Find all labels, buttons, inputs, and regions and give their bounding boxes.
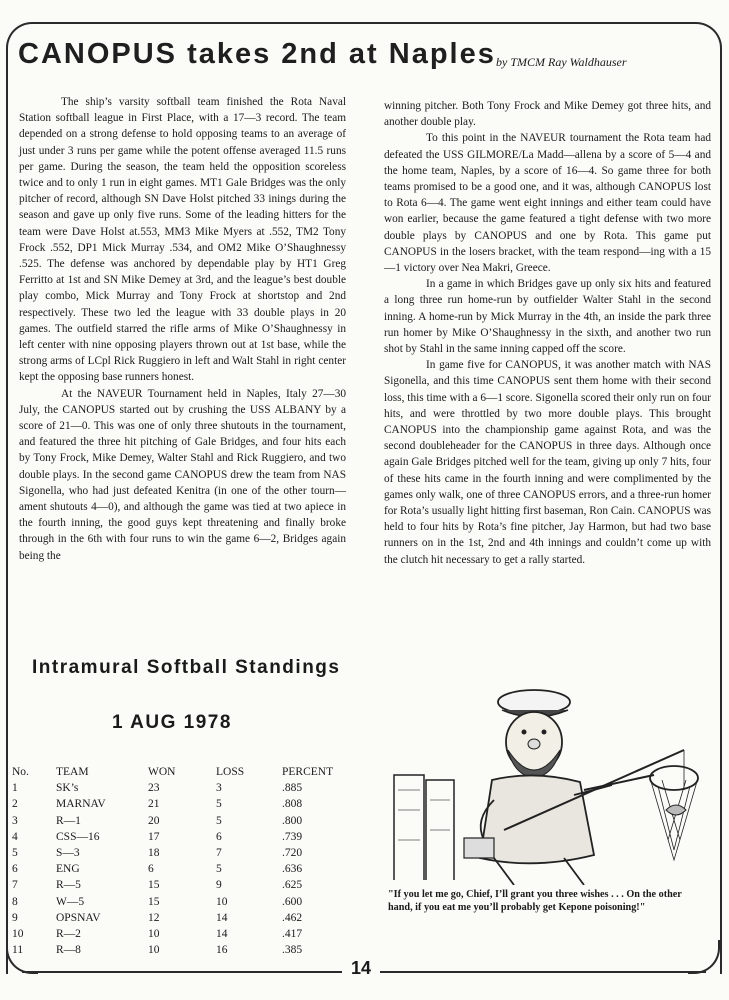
row-loss: 5 xyxy=(216,814,222,827)
page-border-rule xyxy=(380,971,706,973)
cartoon-caption: "If you let me go, Chief, I’ll grant you three wishes . . . On the other hand, if you eat me you’ll probably get Kepone poisoning!" xyxy=(388,889,682,913)
row-won: 17 xyxy=(148,830,160,843)
row-percent: .885 xyxy=(282,782,303,795)
header-no: No. xyxy=(12,766,29,779)
standings-title: Intramural Softball Standings xyxy=(32,657,341,678)
table-row xyxy=(12,894,352,910)
row-no: 11 xyxy=(12,944,24,957)
header-percent: PERCENT xyxy=(282,766,334,779)
row-loss: 5 xyxy=(216,863,222,876)
row-percent: .625 xyxy=(282,879,303,892)
net-handle xyxy=(584,775,654,790)
row-loss: 10 xyxy=(216,895,228,908)
article-paragraph: At the NAVEUR Tournament held in Naples, Italy 27—30 July, the CANOPUS started out by crushing the USS ALBANY by a score of 21—0. This was one of only three shutouts in the tournament, and featured the three hit pitching of Gale Bridges, and four hits each by Tony Frock, Mike Demey, Walter Stahl and Rick Ruggiero, and two double plays. In the second game CANOPUS drew the team from NAS Sigonella, who had just defeated Kenitra (in one of the other tourn—ament shutouts 4—0), and although the game was tied at two apiece in the fourth inning, the good guys kept threatening and finally broke through in the 6th with four runs to win the game 6—2, Bridges again being the xyxy=(19,387,346,562)
row-no: 5 xyxy=(12,847,18,860)
table-row xyxy=(12,780,352,796)
row-no: 2 xyxy=(12,798,18,811)
row-team: W—5 xyxy=(56,895,85,908)
row-no: 6 xyxy=(12,863,18,876)
pier-post xyxy=(394,775,424,880)
row-percent: .808 xyxy=(282,798,303,811)
article-byline: by TMCM Ray Waldhauser xyxy=(496,55,627,69)
row-team: OPSNAV xyxy=(56,911,101,924)
row-won: 10 xyxy=(148,944,160,957)
row-won: 6 xyxy=(148,863,154,876)
row-no: 3 xyxy=(12,814,18,827)
table-row xyxy=(12,926,352,942)
article-paragraph: In game five for CANOPUS, it was another match with NAS Sigonella, and this time CANOPUS sent them home with their second loss, this time with a 6—1 score. Sigonella scored their only run on four hits, and were throttled by two more double plays. This brought CANOPUS into the championship game against Rota, and was the second doubleheader for the CANOPUS in three days. Although once again Gale Bridges pitched well for the team, giving up only 7 hits, four of these hits came in the fourth inning and were complimented by the games only walk, one of three CANOPUS errors, and a three-run homer for Rota’s usually light hitting first baseman, Ron Cain. CANOPUS was held to four hits by Rota’s fine pitcher, Jay Harmon, but had two base runners on in the 1st, 2nd and 4th innings and couldn’t come up with the clutch hit necessary to get a rally started. xyxy=(384,359,711,566)
row-percent: .800 xyxy=(282,814,303,827)
row-team: CSS—16 xyxy=(56,830,100,843)
page-number: 14 xyxy=(350,958,372,978)
fishing-net-rim xyxy=(650,766,698,790)
article-paragraph: The ship’s varsity softball team finished the Rota Naval Station softball league in First Place, with a 17—3 record. The team depended on a strong defense to hold opposing teams to an average of just under 3 runs per game while the potent offense averaged 11.5 runs per game. During the season, the team held the opposition scoreless twice and to only 1 run in eight games. MT1 Gale Bridges was the only pitcher of record, although SN Dave Holst pitched 33 inings during the season and gave up only five runs. Some of the leading hitters for the team were Dave Holst at.553, MM3 Mike Myers at .552, TM2 Tony Frock .552, DP1 Mick Murray .534, and OM2 Mike O’Shaughnessy .525. The defense was anchored by dependable play by HT1 Greg Ferritto at 1st and SN Mike Demey at 3rd, and the league’s best double play combo, Mick Murray and Tony Frock at shortstop and 2nd respectively. These two led the league with 33 double plays in 20 games. The outfield starred the rifle arms of Mike O’Shaughnessy in left center with nine opposing players thrown out at 1st base, while the strong arms of LCpl Rick Ruggiero in left and Walt Stahl in right center kept the opposing base runners honest. xyxy=(19,96,346,384)
page-border-rule xyxy=(22,971,342,973)
row-loss: 14 xyxy=(216,911,228,924)
row-no: 9 xyxy=(12,911,18,924)
chief-eye xyxy=(522,730,527,735)
standings-date: 1 AUG 1978 xyxy=(112,712,232,733)
table-row xyxy=(12,796,352,812)
header-team: TEAM xyxy=(56,766,89,779)
chief-nose xyxy=(528,739,540,749)
row-won: 10 xyxy=(148,927,160,940)
row-loss: 14 xyxy=(216,927,228,940)
standings-table xyxy=(12,764,352,958)
standings-header-row xyxy=(12,764,352,780)
row-loss: 7 xyxy=(216,847,222,860)
table-row xyxy=(12,877,352,893)
row-percent: .739 xyxy=(282,830,303,843)
row-loss: 6 xyxy=(216,830,222,843)
row-no: 7 xyxy=(12,879,18,892)
article-column-left xyxy=(19,94,346,564)
article-column-right xyxy=(384,98,711,568)
row-won: 18 xyxy=(148,847,160,860)
row-loss: 9 xyxy=(216,879,222,892)
row-no: 1 xyxy=(12,782,18,795)
row-loss: 3 xyxy=(216,782,222,795)
row-percent: .417 xyxy=(282,927,303,940)
row-percent: .600 xyxy=(282,895,303,908)
row-won: 21 xyxy=(148,798,160,811)
row-percent: .636 xyxy=(282,863,303,876)
row-loss: 5 xyxy=(216,798,222,811)
chief-eye xyxy=(542,730,547,735)
row-no: 10 xyxy=(12,927,24,940)
table-row xyxy=(12,813,352,829)
row-won: 12 xyxy=(148,911,160,924)
row-team: R—1 xyxy=(56,814,81,827)
row-won: 20 xyxy=(148,814,160,827)
table-row xyxy=(12,910,352,926)
table-row xyxy=(12,942,352,958)
row-won: 15 xyxy=(148,895,160,908)
row-percent: .720 xyxy=(282,847,303,860)
row-percent: .385 xyxy=(282,944,303,957)
row-no: 8 xyxy=(12,895,18,908)
article-paragraph: In a game in which Bridges gave up only six hits and featured a long three run home-run by outfielder Walter Stahl in the second inning. A home-run by Mick Murray in the 4th, an inside the park three run homer by Mike O’Shaughnessy in the sixth, and another two run shot by Stahl in the same inning capped off the score. xyxy=(384,278,711,356)
table-row xyxy=(12,829,352,845)
header-won: WON xyxy=(148,766,176,779)
fishing-cartoon xyxy=(384,680,712,885)
table-row xyxy=(12,845,352,861)
header-loss: LOSS xyxy=(216,766,245,779)
article-paragraph: To this point in the NAVEUR tournament the Rota team had defeated the USS GILMORE/La Madd—allena by a score of 5—4 and the home team, Naples, by a score of 16—4. So game three for both teams promised to be a good one, and it was, although CANOPUS lost to Rota 6—4. The game went eight innings and either team could have won earlier, because the game featured a tight defense with two more double plays by CANOPUS and one by Rota. This game put CANOPUS in the losers bracket, with the team respond—ing with a 15—1 victory over Nea Makri, Greece. xyxy=(384,132,711,275)
row-team: R—2 xyxy=(56,927,81,940)
article-paragraph: winning pitcher. Both Tony Frock and Mike Demey got three hits, and another double play. xyxy=(384,100,711,129)
row-team: R—5 xyxy=(56,879,81,892)
row-won: 15 xyxy=(148,879,160,892)
row-won: 23 xyxy=(148,782,160,795)
chief-body xyxy=(480,775,594,863)
row-team: ENG xyxy=(56,863,80,876)
row-team: R—8 xyxy=(56,944,81,957)
row-loss: 16 xyxy=(216,944,228,957)
table-row xyxy=(12,861,352,877)
row-no: 4 xyxy=(12,830,18,843)
bait-can xyxy=(464,838,494,858)
row-team: SK’s xyxy=(56,782,79,795)
row-percent: .462 xyxy=(282,911,303,924)
row-team: S—3 xyxy=(56,847,80,860)
article-title: CANOPUS takes 2nd at Naples xyxy=(18,38,496,70)
row-team: MARNAV xyxy=(56,798,106,811)
